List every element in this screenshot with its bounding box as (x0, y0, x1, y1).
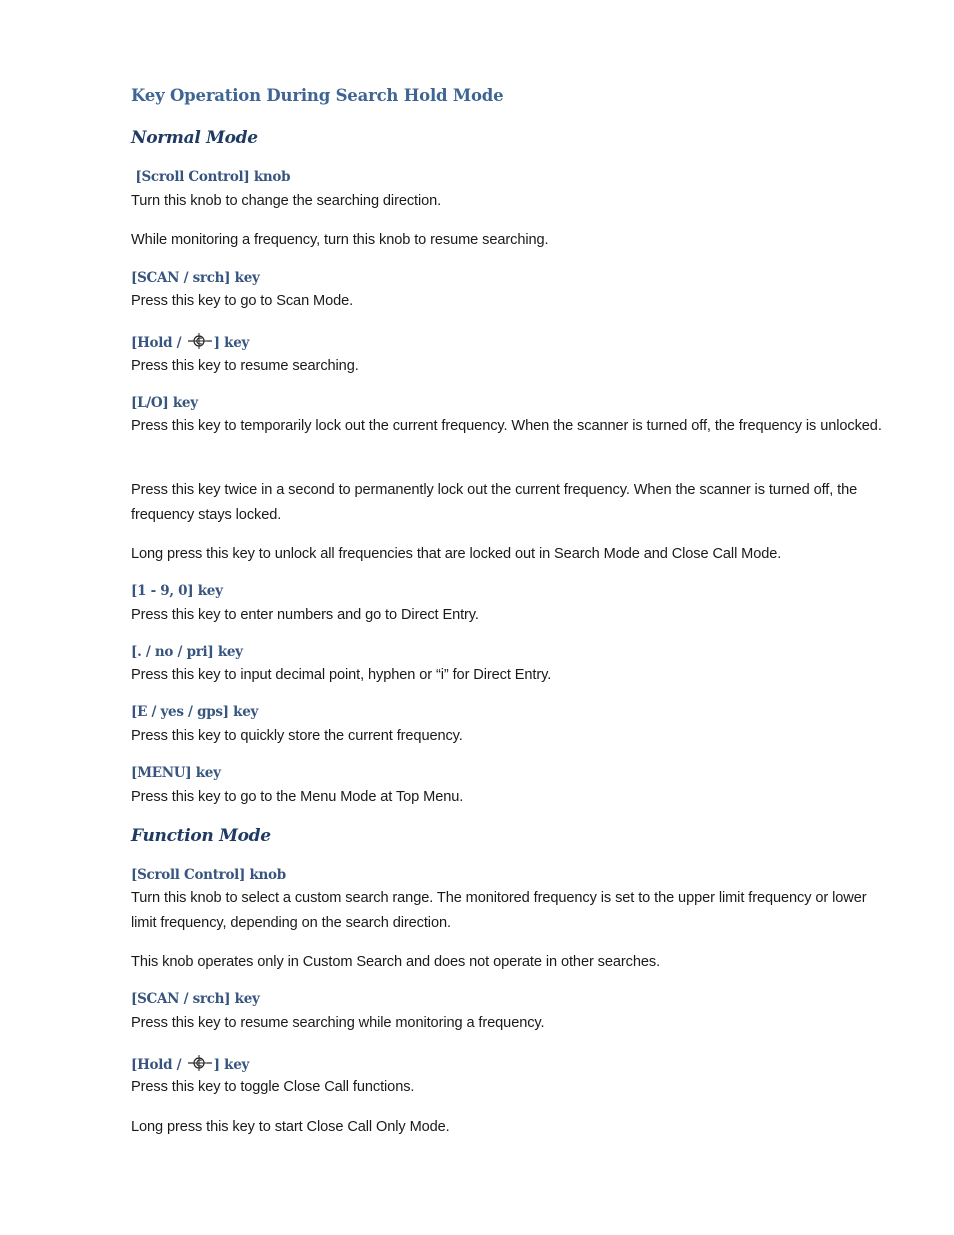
paragraph: Press this key to toggle Close Call functions. (131, 1079, 415, 1095)
key-heading-scroll-control: [Scroll Control] knob (131, 169, 291, 185)
paragraph: Press this key to go to Scan Mode. (131, 293, 354, 309)
key-heading-hold (131, 333, 249, 353)
paragraph: While monitoring a frequency, turn this knob to resume searching. (131, 232, 549, 248)
paragraph: Turn this knob to change the searching direction. (131, 193, 442, 209)
key-heading-decimal-no-pri: [. / no / pri] key (131, 644, 243, 660)
key-heading-scan-srch: [SCAN / srch] key (131, 991, 260, 1007)
key-heading-hold-suffix: ] key (213, 335, 250, 351)
paragraph: Press this key to temporarily lock out the current frequency. When the scanner is turned off, the frequency is unlocked. (131, 418, 882, 434)
paragraph: Press this key to enter numbers and go to Direct Entry. (131, 607, 479, 623)
key-heading-hold-prefix: [Hold / (131, 1057, 186, 1073)
key-heading-scan-srch: [SCAN / srch] key (131, 270, 260, 286)
section-heading-normal-mode: Normal Mode (131, 128, 258, 148)
section-heading-function-mode: Function Mode (131, 826, 271, 846)
key-heading-hold-prefix: [Hold / (131, 335, 186, 351)
key-heading-menu: [MENU] key (131, 765, 221, 781)
paragraph: This knob operates only in Custom Search and does not operate in other searches. (131, 954, 661, 970)
crosshair-icon (187, 1055, 213, 1075)
paragraph: Long press this key to start Close Call Only Mode. (131, 1119, 450, 1135)
key-heading-numbers: [1 - 9, 0] key (131, 583, 223, 599)
key-heading-lo: [L/O] key (131, 395, 198, 411)
paragraph: Press this key twice in a second to permanently lock out the current frequency. When the scanner is turned off, the frequency stays locked. (131, 482, 858, 523)
key-heading-scroll-control: [Scroll Control] knob (131, 867, 286, 883)
paragraph: Press this key to go to the Menu Mode at Top Menu. (131, 789, 464, 805)
paragraph: Turn this knob to select a custom search range. The monitored frequency is set to the upper limit frequency or lower limit frequency, depending on the search direction. (131, 890, 867, 931)
key-heading-hold (131, 1055, 249, 1075)
paragraph: Long press this key to unlock all frequencies that are locked out in Search Mode and Close Call Mode. (131, 546, 782, 562)
key-heading-e-yes-gps: [E / yes / gps] key (131, 704, 259, 720)
paragraph: Press this key to quickly store the current frequency. (131, 728, 463, 744)
paragraph: Press this key to resume searching. (131, 358, 359, 374)
key-heading-hold-suffix: ] key (213, 1057, 250, 1073)
paragraph: Press this key to resume searching while monitoring a frequency. (131, 1015, 545, 1031)
paragraph: Press this key to input decimal point, hyphen or “i” for Direct Entry. (131, 667, 552, 683)
crosshair-icon (187, 333, 213, 353)
page-title: Key Operation During Search Hold Mode (131, 86, 504, 105)
